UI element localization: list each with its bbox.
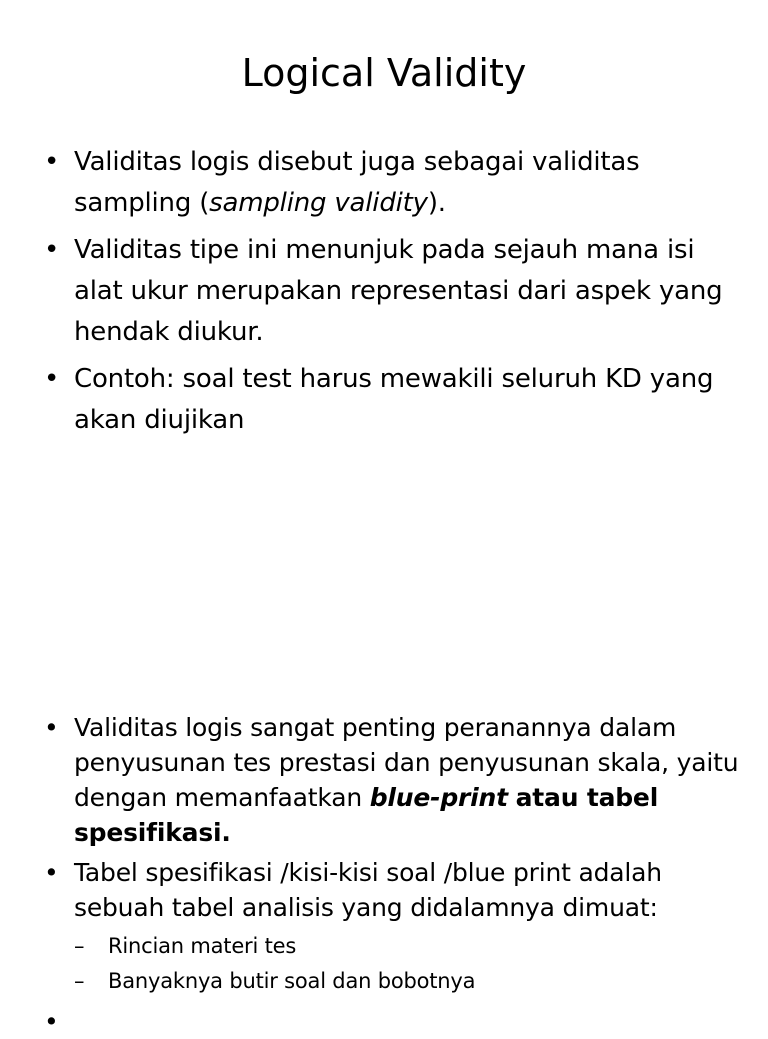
bullet-dot-icon: • xyxy=(44,713,59,742)
bullet-item xyxy=(40,855,740,999)
bullet-text-segment: Validitas logis sangat penting peranannya dalam penyusunan tes prestasi dan penyusunan skala, yaitu dengan memanfaatkan xyxy=(74,713,739,812)
bullet-text xyxy=(74,858,662,922)
bullet-text-segment: blue-print xyxy=(369,783,508,812)
dash-icon: – xyxy=(74,969,85,993)
sub-bullet-item xyxy=(74,964,740,999)
sub-bullet-item xyxy=(74,929,740,964)
bullet-text-segment: atau tabel spesifikasi. xyxy=(74,783,659,847)
bullet-text-segment xyxy=(508,783,516,812)
bullet-text-segment: Validitas logis disebut juga sebagai validitas sampling ( xyxy=(74,147,640,218)
bullet-text xyxy=(74,713,738,847)
dash-icon: – xyxy=(74,934,85,958)
slide-bottom xyxy=(0,560,768,1036)
bullet-text-segment: Contoh: soal test harus mewakili seluruh KD yang akan diujikan xyxy=(74,364,714,435)
bullet-item xyxy=(40,142,740,224)
sub-bullet-text: Banyaknya butir soal dan bobotnya xyxy=(108,969,476,993)
bullet-list-bottom xyxy=(40,710,740,1036)
sub-bullet-text: Rincian materi tes xyxy=(108,934,297,958)
bullet-text xyxy=(74,364,713,435)
bullet-list-top xyxy=(40,142,740,447)
slide-title: Logical Validity xyxy=(241,51,527,95)
sub-bullet-list xyxy=(74,929,740,999)
bullet-text xyxy=(74,147,639,218)
bullet-dot-icon: • xyxy=(44,364,60,394)
bullet-text-segment: Tabel spesifikasi /kisi-kisi soal /blue print adalah sebuah tabel analisis yang didalamnya dimuat: xyxy=(74,858,662,922)
bullet-dot-icon: • xyxy=(44,1007,59,1036)
bullet-text-segment: ). xyxy=(427,188,446,218)
bullet-dot-icon: • xyxy=(44,147,60,177)
bullet-dot-icon: • xyxy=(44,858,59,887)
bullet-item xyxy=(40,230,740,353)
bullet-text xyxy=(74,235,722,347)
bullet-text-segment: Validitas tipe ini menunjuk pada sejauh mana isi alat ukur merupakan representasi dari aspek yang hendak diukur. xyxy=(74,235,723,347)
bullet-text-segment: sampling validity xyxy=(209,188,428,218)
bullet-dot-icon: • xyxy=(44,235,60,265)
bullet-item xyxy=(40,710,740,850)
bullet-item xyxy=(40,359,740,441)
